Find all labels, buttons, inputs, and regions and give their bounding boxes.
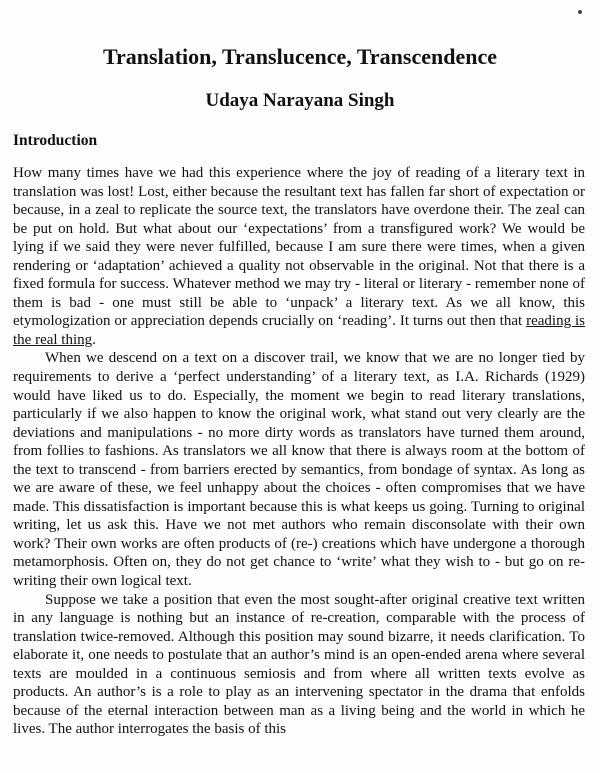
section-heading: Introduction — [13, 132, 98, 149]
article-body — [13, 164, 585, 739]
paragraph-2: When we descend on a text on a discover trail, we know that we are no longer tied by requirements to derive a ‘perfect understanding’ of a literary text, as I.A. Richards (1929) would have liked us to do. Especially, the moment we begin to read literary translations, particularly if we also happen to know the original work, what stand out very clearly are the deviations and manipulations - no more dirty words as translators have turned them around, from follies to fashions. As translators we all know that there is always room at the bottom of the text to transcend - from barriers erected by semantics, from bondage of syntax. As long as we are aware of these, we feel unhappy about the choices - often compromises that we have made. This dissatisfaction is important because this is what keeps us going. Turning to original writing, let us ask this. Have we not met authors who remain disconsolate with their own work? Their own works are often products of (re-) creations which have undergone a thorough metamorphosis. Often on, they do not get chance to ‘write’ what they wish to - but go on re-writing their own logical text. — [13, 350, 585, 590]
paragraph-1 — [13, 164, 585, 349]
page-mark-dot — [578, 10, 582, 14]
paragraph-3: Suppose we take a position that even the most sought-after original creative text written in any language is nothing but an instance of re-creation, comparable with the process of translation twice-removed. Although this position may sound bizarre, it needs clarification. To elaborate it, one needs to postulate that an author’s mind is an open-ended arena where several texts are moulded in a continuous semiosis and from where all written texts evolve as products. An author’s is a role to play as an intervening spectator in the drama that enfolds because of the eternal interaction between man as a living being and the world in which he lives. The author interrogates the basis of this — [13, 591, 585, 738]
article-author: Udaya Narayana Singh — [205, 90, 395, 111]
paragraph-1-end: . — [92, 331, 96, 348]
paragraph-1-text: How many times have we had this experience where the joy of reading of a literary text in translation was lost! Lost, either because the resultant text has fallen far short of expectation or because, in a zeal to replicate the source text, the translators have overdone their. The zeal can be put on hold. But what about our ‘expectations’ from a transfigured work? We would be lying if we said they were never fulfilled, because I am sure there were times, when a given rendering or ‘adaptation’ achieved a quality not observable in the original. Not that there is a fixed formula for success. Whatever method we may try - literal or literary - remember none of them is bad - one must still be able to ‘unpack’ a literary text. As we all know, this etymologization or appreciation depends crucially on ‘reading’. It turns out then that — [13, 165, 585, 330]
article-title: Translation, Translucence, Transcendence — [103, 44, 497, 69]
underlined-phrase: reading is the real thing — [13, 313, 586, 348]
